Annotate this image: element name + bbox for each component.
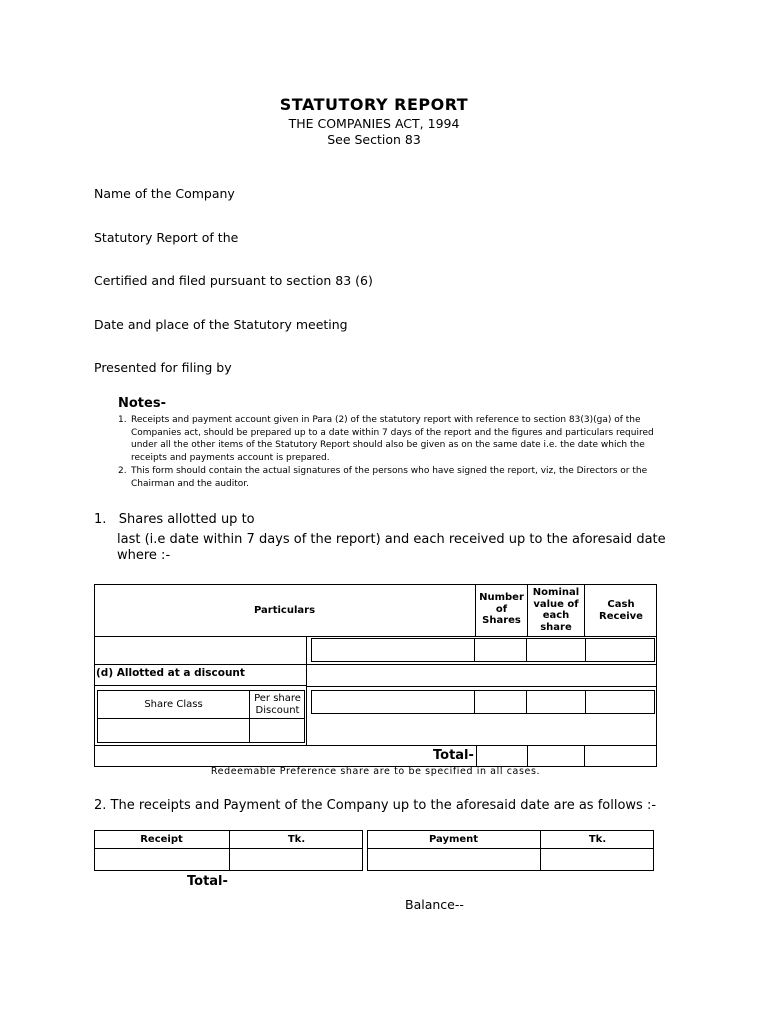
note-number: 1. — [118, 415, 127, 425]
row1-inner-box — [311, 638, 655, 662]
meeting-date-place-field: Date and place of the Statutory meeting — [94, 317, 348, 332]
balance-label: Balance-- — [405, 897, 464, 912]
row2-divider — [585, 690, 586, 714]
row1-divider — [526, 638, 527, 662]
total-divider — [476, 745, 477, 767]
row1-divider — [585, 638, 586, 662]
section-subtitle: See Section 83 — [327, 132, 421, 147]
receipt-tk-header: Tk. — [287, 834, 306, 845]
act-subtitle: THE COMPANIES ACT, 1994 — [288, 116, 460, 131]
discount-divider — [306, 664, 307, 745]
total-divider — [584, 745, 585, 767]
payment-tk-header: Tk. — [588, 834, 607, 845]
section1-line2: last (i.e date within 7 days of the report) and each received up to the aforesaid date — [117, 532, 666, 547]
page-title: STATUTORY REPORT — [279, 95, 469, 114]
note-number: 2. — [118, 466, 127, 476]
redeemable-caption: Redeemable Preference share are to be specified in all cases. — [210, 766, 541, 777]
row2-divider — [526, 690, 527, 714]
total-row-line — [94, 745, 657, 746]
company-name-field: Name of the Company — [94, 186, 235, 201]
discount-label-line — [94, 685, 307, 686]
number-of-shares-header: Number of Shares — [479, 592, 524, 626]
allotted-discount-label: (d) Allotted at a discount — [96, 667, 245, 679]
shares-total-label: Total- — [433, 748, 474, 763]
row-divider — [306, 636, 307, 664]
statutory-report-field: Statutory Report of the — [94, 230, 239, 245]
note-text: Receipts and payment account given in Para (2) of the statutory report with reference to section 83(3)(ga) of the Companies act, should be prepared up to a date within 7 days of the report and the figures and particulars required under all the other items of the Statutory Report should also be given as on the same date i.e. the date which the receipts and payments account is prepared. — [131, 415, 654, 463]
presented-by-field: Presented for filing by — [94, 360, 232, 375]
notes-heading: Notes- — [118, 396, 166, 411]
particulars-header: Particulars — [253, 605, 316, 616]
subtable-row-line — [97, 718, 305, 719]
cash-receive-header: Cash Receive — [599, 599, 643, 622]
row1-bottom-line — [94, 664, 657, 665]
section2-heading: 2. The receipts and Payment of the Company up to the aforesaid date are as follows :- — [94, 798, 657, 813]
section1-heading: 1. Shares allotted up to — [94, 512, 255, 527]
share-class-label: Share Class — [144, 699, 203, 710]
row2-inner-box — [311, 690, 655, 714]
per-share-discount-label: Per share Discount — [254, 693, 301, 716]
receipt-header: Receipt — [140, 834, 183, 845]
note-item — [118, 465, 658, 490]
row2-divider — [474, 690, 475, 714]
certified-field: Certified and filed pursuant to section 83 (6) — [94, 273, 373, 288]
payment-header: Payment — [428, 834, 479, 845]
row1-divider — [474, 638, 475, 662]
receipts-total-label: Total- — [187, 874, 228, 889]
notes-list — [118, 414, 658, 491]
note-item — [118, 414, 658, 464]
header-bottom-line — [94, 636, 657, 637]
nominal-value-header: Nominal value of each share — [532, 587, 580, 633]
payment-header-line — [367, 848, 654, 849]
discount-row-line — [306, 686, 657, 687]
receipt-header-line — [94, 848, 363, 849]
section1-line3: where :- — [117, 548, 171, 563]
note-text: This form should contain the actual signatures of the persons who have signed the report, viz, the Directors or the Chairman and the auditor. — [131, 466, 648, 489]
total-divider — [527, 745, 528, 767]
